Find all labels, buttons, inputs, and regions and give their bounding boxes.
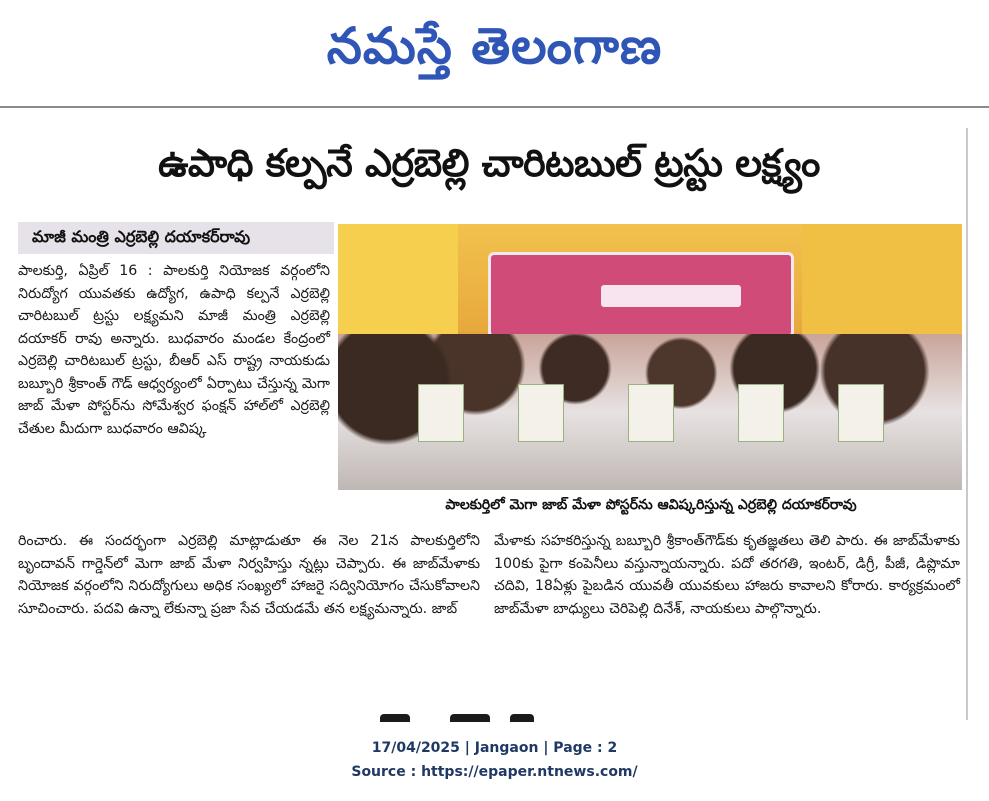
masthead	[0, 0, 989, 92]
photo-poster	[518, 384, 564, 442]
photo-poster	[628, 384, 674, 442]
article-byline: మాజీ మంత్రి ఎర్రబెల్లి దయాకర్‌రావు	[18, 222, 334, 254]
next-headline-glyph	[450, 714, 490, 722]
article-left-paragraph: రించారు. ఈ సందర్భంగా ఎర్రబెల్లి మాట్లాడుతూ ఈ నెల 21న పాలకుర్తిలోని బృందావన్ గార్డెన్‌లో మెగా జాబ్ మేళా నిర్వహిస్తు న్నట్లు చెప్పారు. ఈ జాబ్‌మేళాకు నియోజక వర్గంలోని నిరుద్యోగులు అధిక సంఖ్యలో హాజరై సద్వినియోగం చేసుకోవాలని సూచించారు. పదవి ఉన్నా లేకున్నా ప్రజా సేవ చేయడమే తన లక్ష్యమన్నారు. జాబ్	[18, 533, 480, 617]
photo-poster	[738, 384, 784, 442]
photo-caption: పాలకుర్తిలో మెగా జాబ్ మేళా పోస్టర్‌ను ఆవిష్కరిస్తున్న ఎర్రబెల్లి దయాకర్‌రావు	[445, 496, 857, 513]
article-photo	[338, 224, 962, 490]
next-headline-glyph	[510, 714, 534, 722]
photo-poster	[418, 384, 464, 442]
edition-info: 17/04/2025 | Jangaon | Page : 2	[371, 740, 618, 756]
article-right-paragraph: మేళాకు సహకరిస్తున్న బబ్బూరి శ్రీకాంత్‌గౌడ్‌కు కృతజ్ఞతలు తెలి పారు. ఈ జాబ్‌మేళాకు 100కు పైగా కంపెనీలు వస్తున్నాయన్నారు. పదో తరగతి, ఇంటర్, డిగ్రీ, పీజీ, డిప్లొమా చదివి, 18ఏళ్లు పైబడిన యువతీ యువకులు హాజరు కావాలని కోరారు. కార్యక్రమంలో జాబ్‌మేళా బాధ్యులు చెరిపెల్లి దినేశ్, నాయకులు పాల్గొన్నారు.	[494, 533, 960, 617]
source-link[interactable]: Source : https://epaper.ntnews.com/	[351, 764, 638, 780]
next-headline-glyph	[380, 714, 410, 722]
article-headline: ఉపాధి కల్పనే ఎర్రబెల్లి చారిటబుల్ ట్రస్టు లక్ష్యం	[158, 141, 820, 185]
newspaper-logo: నమస్తే తెలంగాణ	[326, 17, 663, 75]
article-lead-paragraph: పాలకుర్తి, ఏప్రిల్ 16 : పాలకుర్తి నియోజక వర్గంలోని నిరుద్యోగ యువతకు ఉద్యోగ, ఉపాధి కల్పనే ఎర్రబెల్లి చారిటబుల్ ట్రస్టు లక్ష్యమని మాజీ మంత్రి ఎర్రబెల్లి దయాకర్ రావు అన్నారు. బుధవారం మండల కేంద్రంలో ఎర్రబెల్లి చారిటబుల్ ట్రస్టు, బీఆర్ ఎస్ రాష్ట్ర నాయకుడు బబ్బూరి శ్రీకాంత్ గౌడ్ ఆధ్వర్యంలో ఏర్పాటు చేస్తున్న మెగా జాబ్ మేళా పోస్టర్‌ను సోమేశ్వర ఫంక్షన్ హాల్‌లో ఎర్రబెల్లి చేతుల మీదుగా బుధవారం ఆవిష్క	[18, 263, 330, 437]
page-footer	[0, 736, 989, 786]
masthead-divider	[0, 106, 989, 108]
photo-poster	[838, 384, 884, 442]
article-left-column	[18, 530, 480, 620]
article-right-column	[494, 530, 960, 620]
next-article-fragment	[360, 714, 620, 722]
column-divider	[966, 128, 968, 720]
news-article	[14, 128, 964, 720]
photo-banner	[488, 252, 794, 338]
article-lead-column	[18, 260, 330, 440]
